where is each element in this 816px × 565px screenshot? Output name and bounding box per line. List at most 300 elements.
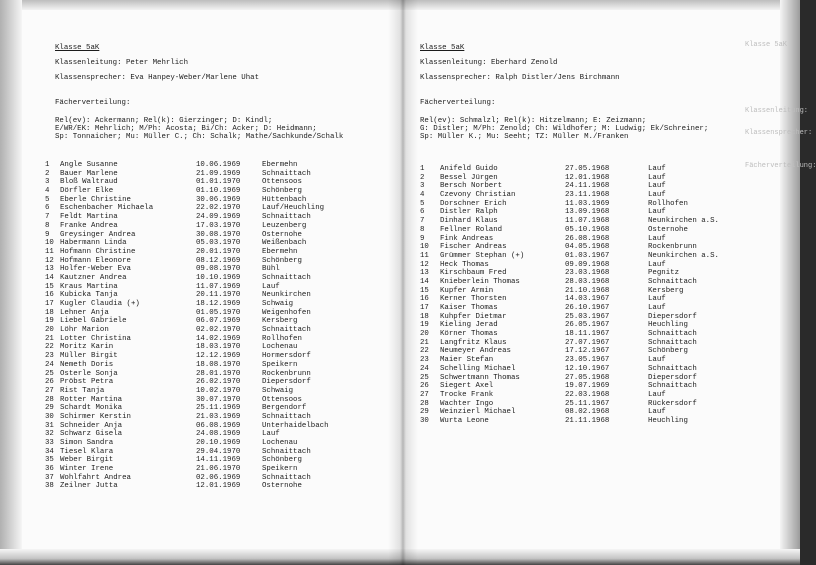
student-birthdate: 18.12.1969 [196,300,241,308]
student-row [0,404,400,413]
student-row [400,400,800,409]
student-name: Bloß Waltraud [60,178,118,187]
student-number: 24 [420,364,429,373]
student-number: 5 [45,195,50,204]
student-row [0,448,400,457]
student-place: Pegnitz [648,269,680,278]
student-place: Lauf [648,408,666,417]
student-number: 7 [45,213,50,222]
student-birthdate: 05.03.1970 [196,239,241,248]
student-place: Schnaittach [262,473,311,482]
student-place: Lauf/Heuchling [262,204,325,213]
student-row [400,339,800,348]
student-name: Nemeth Doris [60,360,114,369]
student-place: Schnaittach [262,412,311,421]
student-number: 23 [45,352,54,361]
student-number: 5 [420,199,425,208]
student-birthdate: 26.10.1967 [565,304,610,312]
student-row [400,217,800,226]
student-number: 12 [45,256,54,265]
subject-line: G: Distler; M/Ph: Zenold; Ch: Wildhofer; M: Ludwig; Ek/Schreiner; [420,125,709,133]
student-row [0,239,400,248]
student-birthdate: 25.11.1967 [565,399,610,408]
student-row [0,274,400,283]
student-birthdate: 25.03.1967 [565,312,610,321]
class-speakers: Klassensprecher: Eva Hanpey-Weber/Marlene Uhat [55,74,260,82]
student-place: Neunkirchen a.S. [648,251,719,260]
student-number: 24 [45,360,54,369]
student-place: Schnaittach [262,169,311,178]
student-name: Kraus Martina [60,282,118,291]
student-place: Lauf [648,208,666,217]
student-place: Ebermehn [262,247,298,256]
student-place: Schnaittach [262,213,311,222]
student-number: 4 [420,191,425,200]
student-number: 9 [420,234,425,243]
subject-line: Rel(ev): Schmalzl; Rel(k): Hitzelmann; E: Zeizmann; [420,117,647,125]
student-birthdate: 13.09.1968 [565,208,610,217]
student-name: Kautzner Andrea [60,273,127,282]
student-number: 30 [420,416,429,425]
student-birthdate: 18.08.1970 [196,360,241,369]
student-row [400,208,800,217]
subject-line: Sp: Tonnaicher; Mu: Müller C.; Ch: Schalk; Mathe/Sachkunde/Schalk [55,133,344,141]
student-row [0,335,400,344]
student-place: Schnaittach [648,330,697,339]
student-birthdate: 09.09.1968 [565,260,610,269]
student-name: Czevony Christian [440,191,516,200]
student-number: 13 [45,265,54,274]
student-number: 7 [420,217,425,226]
student-birthdate: 11.07.1969 [196,282,241,291]
student-row [400,382,800,391]
student-number: 18 [420,312,429,321]
student-name: Schwertmann Thomas [440,373,520,382]
student-place: Diepersdorf [648,373,697,382]
student-place: Diepersdorf [648,312,697,321]
student-number: 27 [45,386,54,395]
student-name: Heck Thomas [440,260,489,269]
student-row [400,356,800,365]
ghost-line: Klassensprecher: [745,129,813,137]
student-row [0,378,400,387]
student-birthdate: 17.12.1967 [565,347,610,356]
student-birthdate: 14.03.1967 [565,295,610,304]
student-name: Müller Birgit [60,352,118,361]
student-birthdate: 22.02.1970 [196,204,241,213]
student-name: Moritz Karin [60,343,114,352]
student-row [0,248,400,257]
student-place: Schönberg [648,347,688,356]
student-place: Schnaittach [262,273,311,282]
student-row [0,456,400,465]
student-number: 38 [45,482,54,491]
student-place: Schnaittach [648,277,697,286]
student-row [400,165,800,174]
student-number: 36 [45,465,54,474]
student-birthdate: 27.05.1968 [565,165,610,173]
student-birthdate: 06.08.1969 [196,421,241,430]
student-name: Liebel Gabriele [60,317,127,326]
student-row [0,430,400,439]
student-name: Bauer Marlene [60,169,118,178]
student-birthdate: 02.06.1969 [196,473,241,482]
student-birthdate: 27.05.1968 [565,373,610,382]
student-number: 25 [45,369,54,378]
student-number: 2 [45,169,50,178]
student-number: 16 [45,291,54,300]
student-row [400,321,800,330]
student-name: Rist Tanja [60,386,105,395]
student-name: Kirschbaum Fred [440,269,507,278]
student-place: Rollhofen [262,334,302,343]
student-row [0,422,400,431]
student-row [400,191,800,200]
student-row [400,330,800,339]
student-name: Dörfler Elke [60,187,114,196]
student-place: Osternohe [262,482,302,491]
student-place: Schönberg [262,187,302,196]
student-birthdate: 30.06.1969 [196,195,241,204]
student-name: Bersch Norbert [440,182,503,191]
student-row [400,200,800,209]
student-row [400,374,800,383]
student-place: Schönberg [262,456,302,465]
student-place: Rückersdorf [648,399,697,408]
student-birthdate: 01.10.1969 [196,187,241,196]
student-name: Schwarz Gisela [60,430,123,439]
student-place: Rockenbrunn [262,369,311,378]
student-row [0,352,400,361]
student-birthdate: 23.11.1968 [565,191,610,200]
student-number: 14 [420,277,429,286]
student-number: 1 [420,165,425,173]
student-row [0,413,400,422]
student-name: Osterle Sonja [60,369,118,378]
student-number: 6 [45,204,50,213]
student-birthdate: 20.10.1969 [196,439,241,447]
student-row [400,235,800,244]
student-row [400,313,800,322]
student-birthdate: 06.07.1969 [196,317,241,326]
student-number: 35 [45,456,54,465]
student-name: Rotter Martina [60,395,123,404]
student-name: Dorschner Erich [440,199,507,208]
student-place: Heuchling [648,321,688,330]
student-birthdate: 30.08.1970 [196,230,241,239]
student-number: 13 [420,269,429,278]
student-birthdate: 21.10.1968 [565,286,610,295]
student-number: 21 [420,338,429,347]
student-row [400,261,800,270]
student-place: Lauf [262,430,280,439]
student-birthdate: 24.08.1969 [196,430,241,439]
student-name: Wachter Ingo [440,399,494,408]
student-place: Neunkirchen a.S. [648,217,719,226]
student-place: Lochenau [262,343,298,352]
student-row [0,178,400,187]
student-place: Rockenbrunn [648,243,697,252]
student-name: Siegert Axel [440,382,494,391]
subject-line: Sp: Müller K.; Mu: Seeht; TZ: Müller M./Franken [420,133,629,141]
student-birthdate: 30.07.1970 [196,395,241,404]
class-title: Klasse 5aK [55,44,100,52]
student-row [0,317,400,326]
student-number: 15 [420,286,429,295]
student-name: Wurta Leone [440,416,489,425]
student-row [0,231,400,240]
student-number: 10 [45,239,54,248]
student-row [0,196,400,205]
student-name: Dinhard Klaus [440,217,498,226]
student-name: Anifeld Guido [440,165,498,173]
subjects-heading: Fächerverteilung: [55,99,131,107]
student-birthdate: 14.11.1969 [196,456,241,465]
student-name: Angle Susanne [60,161,118,169]
student-birthdate: 21.09.1969 [196,169,241,178]
student-number: 28 [45,395,54,404]
student-name: Fischer Andreas [440,243,507,252]
class-teacher: Klassenleitung: Peter Mehrlich [55,59,189,67]
student-number: 32 [45,430,54,439]
student-number: 26 [420,382,429,391]
student-birthdate: 20.01.1970 [196,247,241,256]
student-row [0,161,400,170]
student-number: 12 [420,260,429,269]
student-name: Kaiser Thomas [440,304,498,312]
student-birthdate: 29.04.1970 [196,447,241,456]
student-place: Schönberg [262,256,302,265]
student-birthdate: 01.05.1970 [196,308,241,317]
student-place: Lochenau [262,439,298,447]
student-name: Trocke Frank [440,390,494,399]
student-place: Schnaittach [262,447,311,456]
student-row [0,343,400,352]
student-place: Speikern [262,360,298,369]
student-number: 28 [420,399,429,408]
student-name: Knieberlein Thomas [440,277,520,286]
student-row [0,213,400,222]
student-name: Weber Birgit [60,456,114,465]
student-place: Schnaittach [262,326,311,335]
student-name: Lotter Christina [60,334,131,343]
student-row [0,370,400,379]
student-name: Schelling Michael [440,364,516,373]
student-place: Hormersdorf [262,352,311,361]
student-place: Lauf [648,260,666,269]
student-birthdate: 21.06.1970 [196,465,241,474]
subject-line: E/WR/EK: Mehrlich; M/Ph: Acosta; Bi/Ch: Acker; D: Heidmann; [55,125,317,133]
student-number: 33 [45,439,54,447]
student-number: 34 [45,447,54,456]
student-place: Leuzenberg [262,221,307,230]
student-birthdate: 12.10.1967 [565,364,610,373]
student-row [400,417,800,426]
student-place: Lauf [648,191,666,200]
student-place: Schwaig [262,386,294,395]
student-place: Lauf [648,165,666,173]
student-place: Bühl [262,265,280,274]
student-name: Holfer-Weber Eva [60,265,131,274]
student-birthdate: 25.11.1969 [196,404,241,413]
student-number: 9 [45,230,50,239]
student-list [400,165,800,426]
student-row [0,309,400,318]
right-page [400,0,816,565]
student-birthdate: 22.03.1968 [565,390,610,399]
student-birthdate: 01.01.1970 [196,178,241,187]
student-place: Lauf [262,282,280,291]
student-birthdate: 08.12.1969 [196,256,241,265]
student-place: Kersberg [648,286,684,295]
student-birthdate: 27.07.1967 [565,338,610,347]
student-number: 4 [45,187,50,196]
student-place: Lauf [648,304,666,312]
student-place: Hüttenbach [262,195,307,204]
subjects-heading: Fächerverteilung: [420,99,496,107]
student-birthdate: 28.01.1970 [196,369,241,378]
student-name: Kugler Claudia (+) [60,300,140,308]
student-birthdate: 18.03.1970 [196,343,241,352]
student-number: 8 [45,221,50,230]
student-birthdate: 23.03.1968 [565,269,610,278]
student-row [400,252,800,261]
student-place: Weigenhofen [262,308,311,317]
student-place: Diepersdorf [262,378,311,387]
student-birthdate: 23.05.1967 [565,356,610,365]
student-name: Pröbst Petra [60,378,114,387]
student-number: 21 [45,334,54,343]
student-birthdate: 24.11.1968 [565,182,610,191]
student-name: Lehner Anja [60,308,109,317]
student-number: 16 [420,295,429,304]
student-row [400,182,800,191]
student-row [400,408,800,417]
student-row [400,295,800,304]
student-row [400,365,800,374]
student-row [400,269,800,278]
student-name: Fink Andreas [440,234,494,243]
student-place: Lauf [648,173,666,182]
student-number: 29 [420,408,429,417]
class-speakers: Klassensprecher: Ralph Distler/Jens Birchmann [420,74,620,82]
student-name: Distler Ralph [440,208,498,217]
student-name: Zeilner Jutta [60,482,118,491]
student-row [400,391,800,400]
student-name: Eberle Christine [60,195,131,204]
student-name: Winter Irene [60,465,114,474]
student-place: Heuchling [648,416,688,425]
ghost-line: Klassenleitung: [745,107,809,115]
class-title: Klasse 5aK [420,44,465,52]
student-birthdate: 05.10.1968 [565,225,610,234]
student-birthdate: 17.03.1970 [196,221,241,230]
student-number: 19 [45,317,54,326]
student-row [400,347,800,356]
student-birthdate: 28.03.1968 [565,277,610,286]
ghost-line: Klasse 5aK [745,41,788,49]
student-place: Neunkirchen [262,291,311,300]
student-place: Ottensoos [262,395,302,404]
student-number: 15 [45,282,54,291]
student-birthdate: 26.05.1967 [565,321,610,330]
student-birthdate: 14.02.1969 [196,334,241,343]
student-row [0,396,400,405]
student-name: Simon Sandra [60,439,114,447]
student-birthdate: 24.09.1969 [196,213,241,222]
student-name: Schirmer Kerstin [60,412,131,421]
student-birthdate: 18.11.1967 [565,330,610,339]
student-name: Feldt Martina [60,213,118,222]
student-name: Greysinger Andrea [60,230,136,239]
student-number: 20 [420,330,429,339]
student-row [400,174,800,183]
student-birthdate: 10.02.1970 [196,386,241,395]
student-place: Lauf [648,295,666,304]
student-name: Kupfer Armin [440,286,494,295]
student-name: Habermann Linda [60,239,127,248]
student-name: Schardt Monika [60,404,123,413]
student-number: 30 [45,412,54,421]
student-number: 1 [45,161,50,169]
student-number: 3 [420,182,425,191]
student-place: Schwaig [262,300,294,308]
student-name: Weinzierl Michael [440,408,516,417]
student-place: Lauf [648,182,666,191]
student-number: 20 [45,326,54,335]
student-place: Lauf [648,390,666,399]
student-row [0,474,400,483]
student-row [0,326,400,335]
student-row [0,387,400,396]
student-birthdate: 12.01.1968 [565,173,610,182]
student-row [0,361,400,370]
student-place: Bergendorf [262,404,307,413]
student-name: Hofmann Christine [60,247,136,256]
student-row [0,204,400,213]
student-name: Hofmann Eleonore [60,256,131,265]
student-row [0,300,400,309]
student-number: 31 [45,421,54,430]
student-number: 8 [420,225,425,234]
student-row [400,278,800,287]
student-birthdate: 19.07.1969 [565,382,610,391]
student-place: Ebermehn [262,161,298,169]
student-row [0,257,400,266]
student-birthdate: 21.11.1968 [565,416,610,425]
student-birthdate: 02.02.1970 [196,326,241,335]
student-row [0,465,400,474]
student-number: 22 [420,347,429,356]
student-row [400,287,800,296]
student-name: Franke Andrea [60,221,118,230]
student-number: 25 [420,373,429,382]
student-birthdate: 26.08.1968 [565,234,610,243]
student-place: Unterhaidelbach [262,421,329,430]
student-birthdate: 12.01.1969 [196,482,241,491]
student-number: 10 [420,243,429,252]
student-row [400,304,800,313]
student-row [0,283,400,292]
student-name: Schneider Anja [60,421,123,430]
student-place: Ottensoos [262,178,302,187]
student-place: Rollhofen [648,199,688,208]
student-number: 37 [45,473,54,482]
left-page [0,0,400,565]
student-row [0,170,400,179]
student-place: Speikern [262,465,298,474]
student-name: Kuhpfer Dietmar [440,312,507,321]
